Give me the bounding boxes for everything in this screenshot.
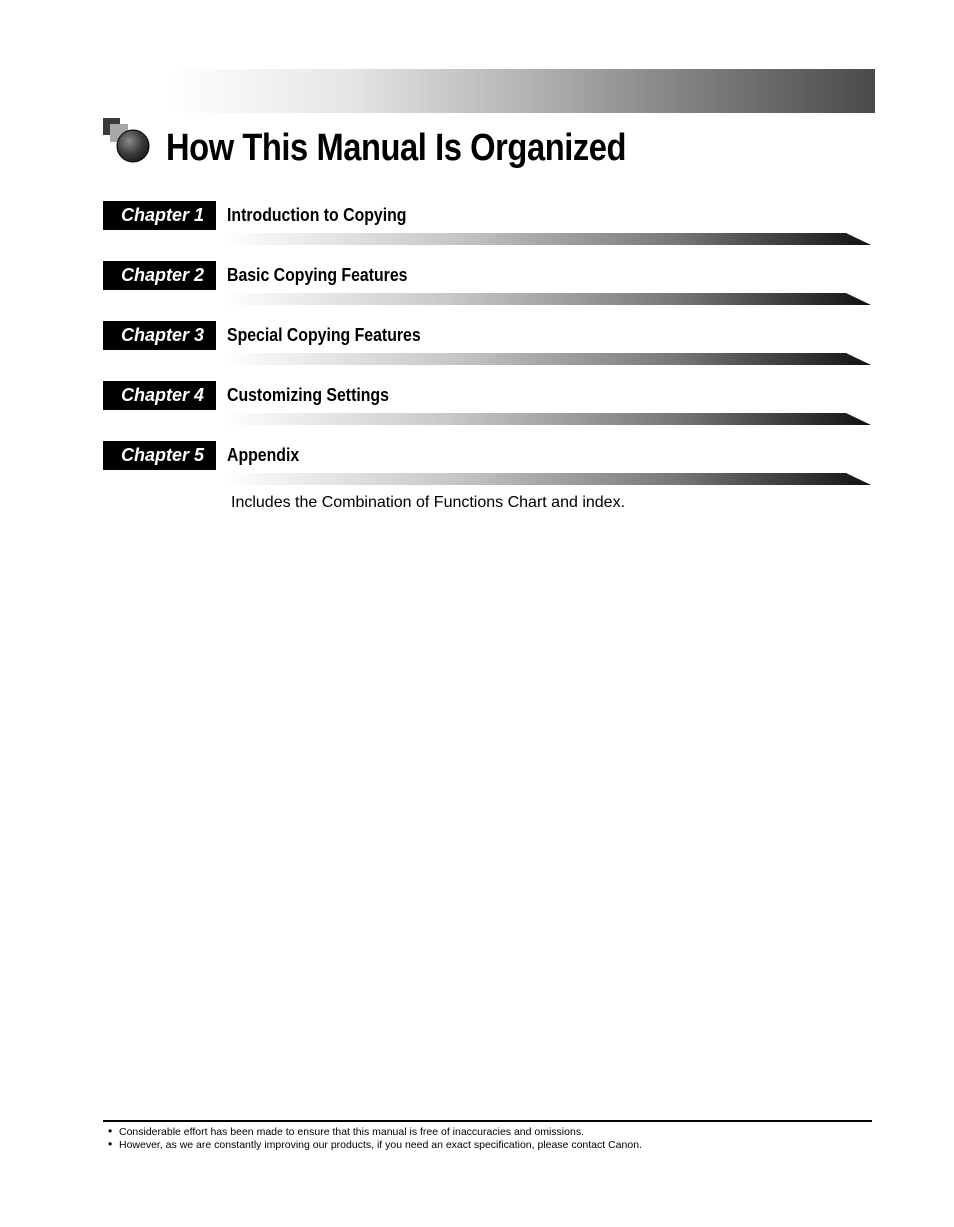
footer-notes bbox=[108, 1126, 642, 1152]
chapter-title: Introduction to Copying bbox=[227, 205, 407, 225]
chapter-divider-bar bbox=[221, 233, 871, 245]
chapter-tag: Chapter 5 bbox=[103, 441, 216, 470]
chapter-row-3 bbox=[103, 321, 873, 365]
chapter-description: Includes the Combination of Functions Chart and index. bbox=[231, 494, 626, 511]
header-gradient-band bbox=[170, 69, 875, 113]
chapter-divider-bar bbox=[221, 473, 871, 485]
chapter-tag: Chapter 4 bbox=[103, 381, 216, 410]
chapter-divider-bar bbox=[221, 353, 871, 365]
squares-circle-icon bbox=[103, 118, 153, 166]
chapter-row-5 bbox=[103, 441, 873, 485]
chapter-title: Appendix bbox=[227, 445, 300, 465]
chapter-tag: Chapter 2 bbox=[103, 261, 216, 290]
chapter-tag: Chapter 1 bbox=[103, 201, 216, 230]
chapter-row-2 bbox=[103, 261, 873, 305]
chapter-tag: Chapter 3 bbox=[103, 321, 216, 350]
chapter-title: Basic Copying Features bbox=[227, 265, 408, 285]
footer-note: • Considerable effort has been made to ensure that this manual is free of inaccuracies and omissions. bbox=[108, 1126, 642, 1139]
chapter-divider-bar bbox=[221, 293, 871, 305]
footer-note: • However, as we are constantly improving our products, if you need an exact specification, please contact Canon. bbox=[108, 1139, 642, 1152]
chapter-title: Special Copying Features bbox=[227, 325, 421, 345]
chapter-divider-bar bbox=[221, 413, 871, 425]
page-title: How This Manual Is Organized bbox=[166, 127, 627, 169]
footer-divider bbox=[103, 1120, 872, 1122]
chapter-row-4 bbox=[103, 381, 873, 425]
chapter-title: Customizing Settings bbox=[227, 385, 389, 405]
chapter-row-1 bbox=[103, 201, 873, 245]
